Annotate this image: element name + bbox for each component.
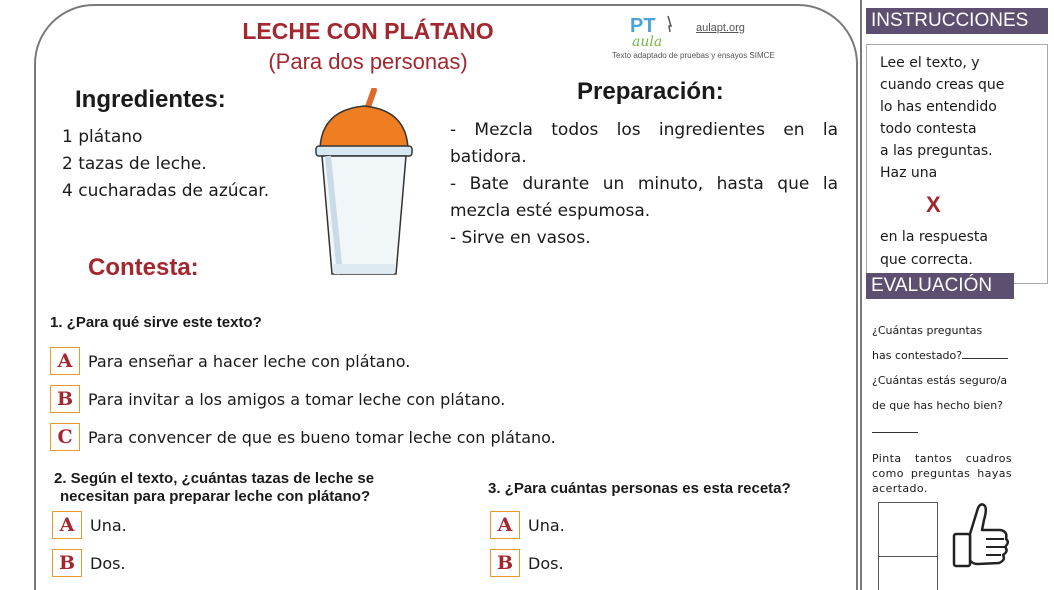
milkshake-cup-icon [312, 88, 416, 284]
logo-word: aula [632, 34, 663, 48]
instructions-line: que correcta. [880, 252, 973, 268]
instructions-line: a las preguntas. [880, 143, 993, 159]
logo-note: Texto adaptado de pruebas y ensayos SIMCE [612, 51, 775, 60]
option-text: Para enseñar a hacer leche con plátano. [88, 351, 411, 371]
option-text: Para invitar a los amigos a tomar leche con plátano. [88, 389, 506, 409]
option-text: Dos. [528, 553, 564, 573]
eval-line: ¿Cuántas estás seguro/a [872, 374, 1008, 387]
question-2-line-2: necesitan para preparar leche con plátano? [60, 488, 371, 505]
ingredients-heading: Ingredientes: [75, 86, 226, 113]
list-item: 1 plátano [62, 127, 143, 147]
mark-x: X [926, 192, 941, 217]
option-letter: A [50, 347, 80, 375]
option-letter: B [50, 385, 80, 413]
page-subtitle: (Para dos personas) [268, 49, 468, 74]
evaluation-text [872, 318, 1050, 418]
preparation-steps [450, 117, 838, 252]
list-item: 2 tazas de leche. [62, 154, 207, 174]
score-box[interactable] [878, 556, 938, 590]
question-2-option-b[interactable] [52, 549, 126, 577]
instructions-line: lo has entendido [880, 99, 997, 115]
option-text: Una. [528, 515, 565, 535]
option-letter: C [50, 423, 80, 451]
option-letter: B [490, 549, 520, 577]
question-3-option-b[interactable] [490, 549, 564, 577]
instructions-line: en la respuesta [880, 229, 988, 245]
option-text: Para convencer de que es bueno tomar leche con plátano. [88, 427, 556, 447]
score-boxes [878, 502, 938, 590]
preparation-heading: Preparación: [577, 78, 724, 105]
list-item: - Sirve en vasos. [450, 228, 591, 248]
instructions-header: INSTRUCCIONES [866, 8, 1048, 34]
score-box[interactable] [878, 502, 938, 557]
instructions-line: Lee el texto, y [880, 55, 980, 71]
ingredients-list [62, 124, 269, 205]
option-letter: A [490, 511, 520, 539]
instructions-text [880, 52, 1040, 184]
instructions-line: Haz una [880, 165, 938, 181]
logo-icon [628, 12, 676, 48]
list-item: 4 cucharadas de azúcar. [62, 181, 270, 201]
question-2-line-1: 2. Según el texto, ¿cuántas tazas de leche se [54, 470, 375, 487]
eval-line: ¿Cuántas preguntas [872, 324, 983, 337]
question-1-option-a[interactable] [50, 347, 410, 375]
page-title: LECHE CON PLÁTANO [242, 18, 494, 44]
eval-line: has contestado? [872, 349, 963, 362]
sidebar [860, 0, 1054, 590]
question-1-option-b[interactable] [50, 385, 505, 413]
answer-blank-2[interactable] [872, 432, 918, 433]
eval-line: de que has hecho bien? [872, 399, 1004, 412]
question-1-option-c[interactable] [50, 423, 556, 451]
paint-instructions: Pinta tantos cuadros como preguntas hayas acertado. [872, 452, 1012, 495]
question-2-text [54, 470, 434, 506]
logo-letters: PT [630, 15, 656, 37]
question-3-text: 3. ¿Para cuántas personas es esta receta? [488, 480, 791, 497]
option-text: Una. [90, 515, 127, 535]
question-1-text: 1. ¿Para qué sirve este texto? [50, 314, 262, 331]
option-text: Dos. [90, 553, 126, 573]
list-item: - Mezcla todos los ingredientes en la batidora. [450, 120, 838, 167]
eval-line-with-blank [872, 343, 1050, 368]
logo-url[interactable]: aulapt.org [696, 22, 745, 34]
instructions-line: cuando creas que [880, 77, 1005, 93]
list-item: - Bate durante un minuto, hasta que la mezcla esté espumosa. [450, 174, 838, 221]
question-3-option-a[interactable] [490, 511, 565, 539]
thumbs-up-icon [948, 500, 1012, 580]
option-letter: B [52, 549, 82, 577]
question-2-option-a[interactable] [52, 511, 127, 539]
questions-heading: Contesta: [88, 254, 199, 281]
instructions-text-2 [880, 226, 1040, 272]
instructions-line: todo contesta [880, 121, 977, 137]
evaluation-header: EVALUACIÓN [866, 273, 1014, 299]
option-letter: A [52, 511, 82, 539]
answer-blank[interactable] [962, 358, 1008, 359]
